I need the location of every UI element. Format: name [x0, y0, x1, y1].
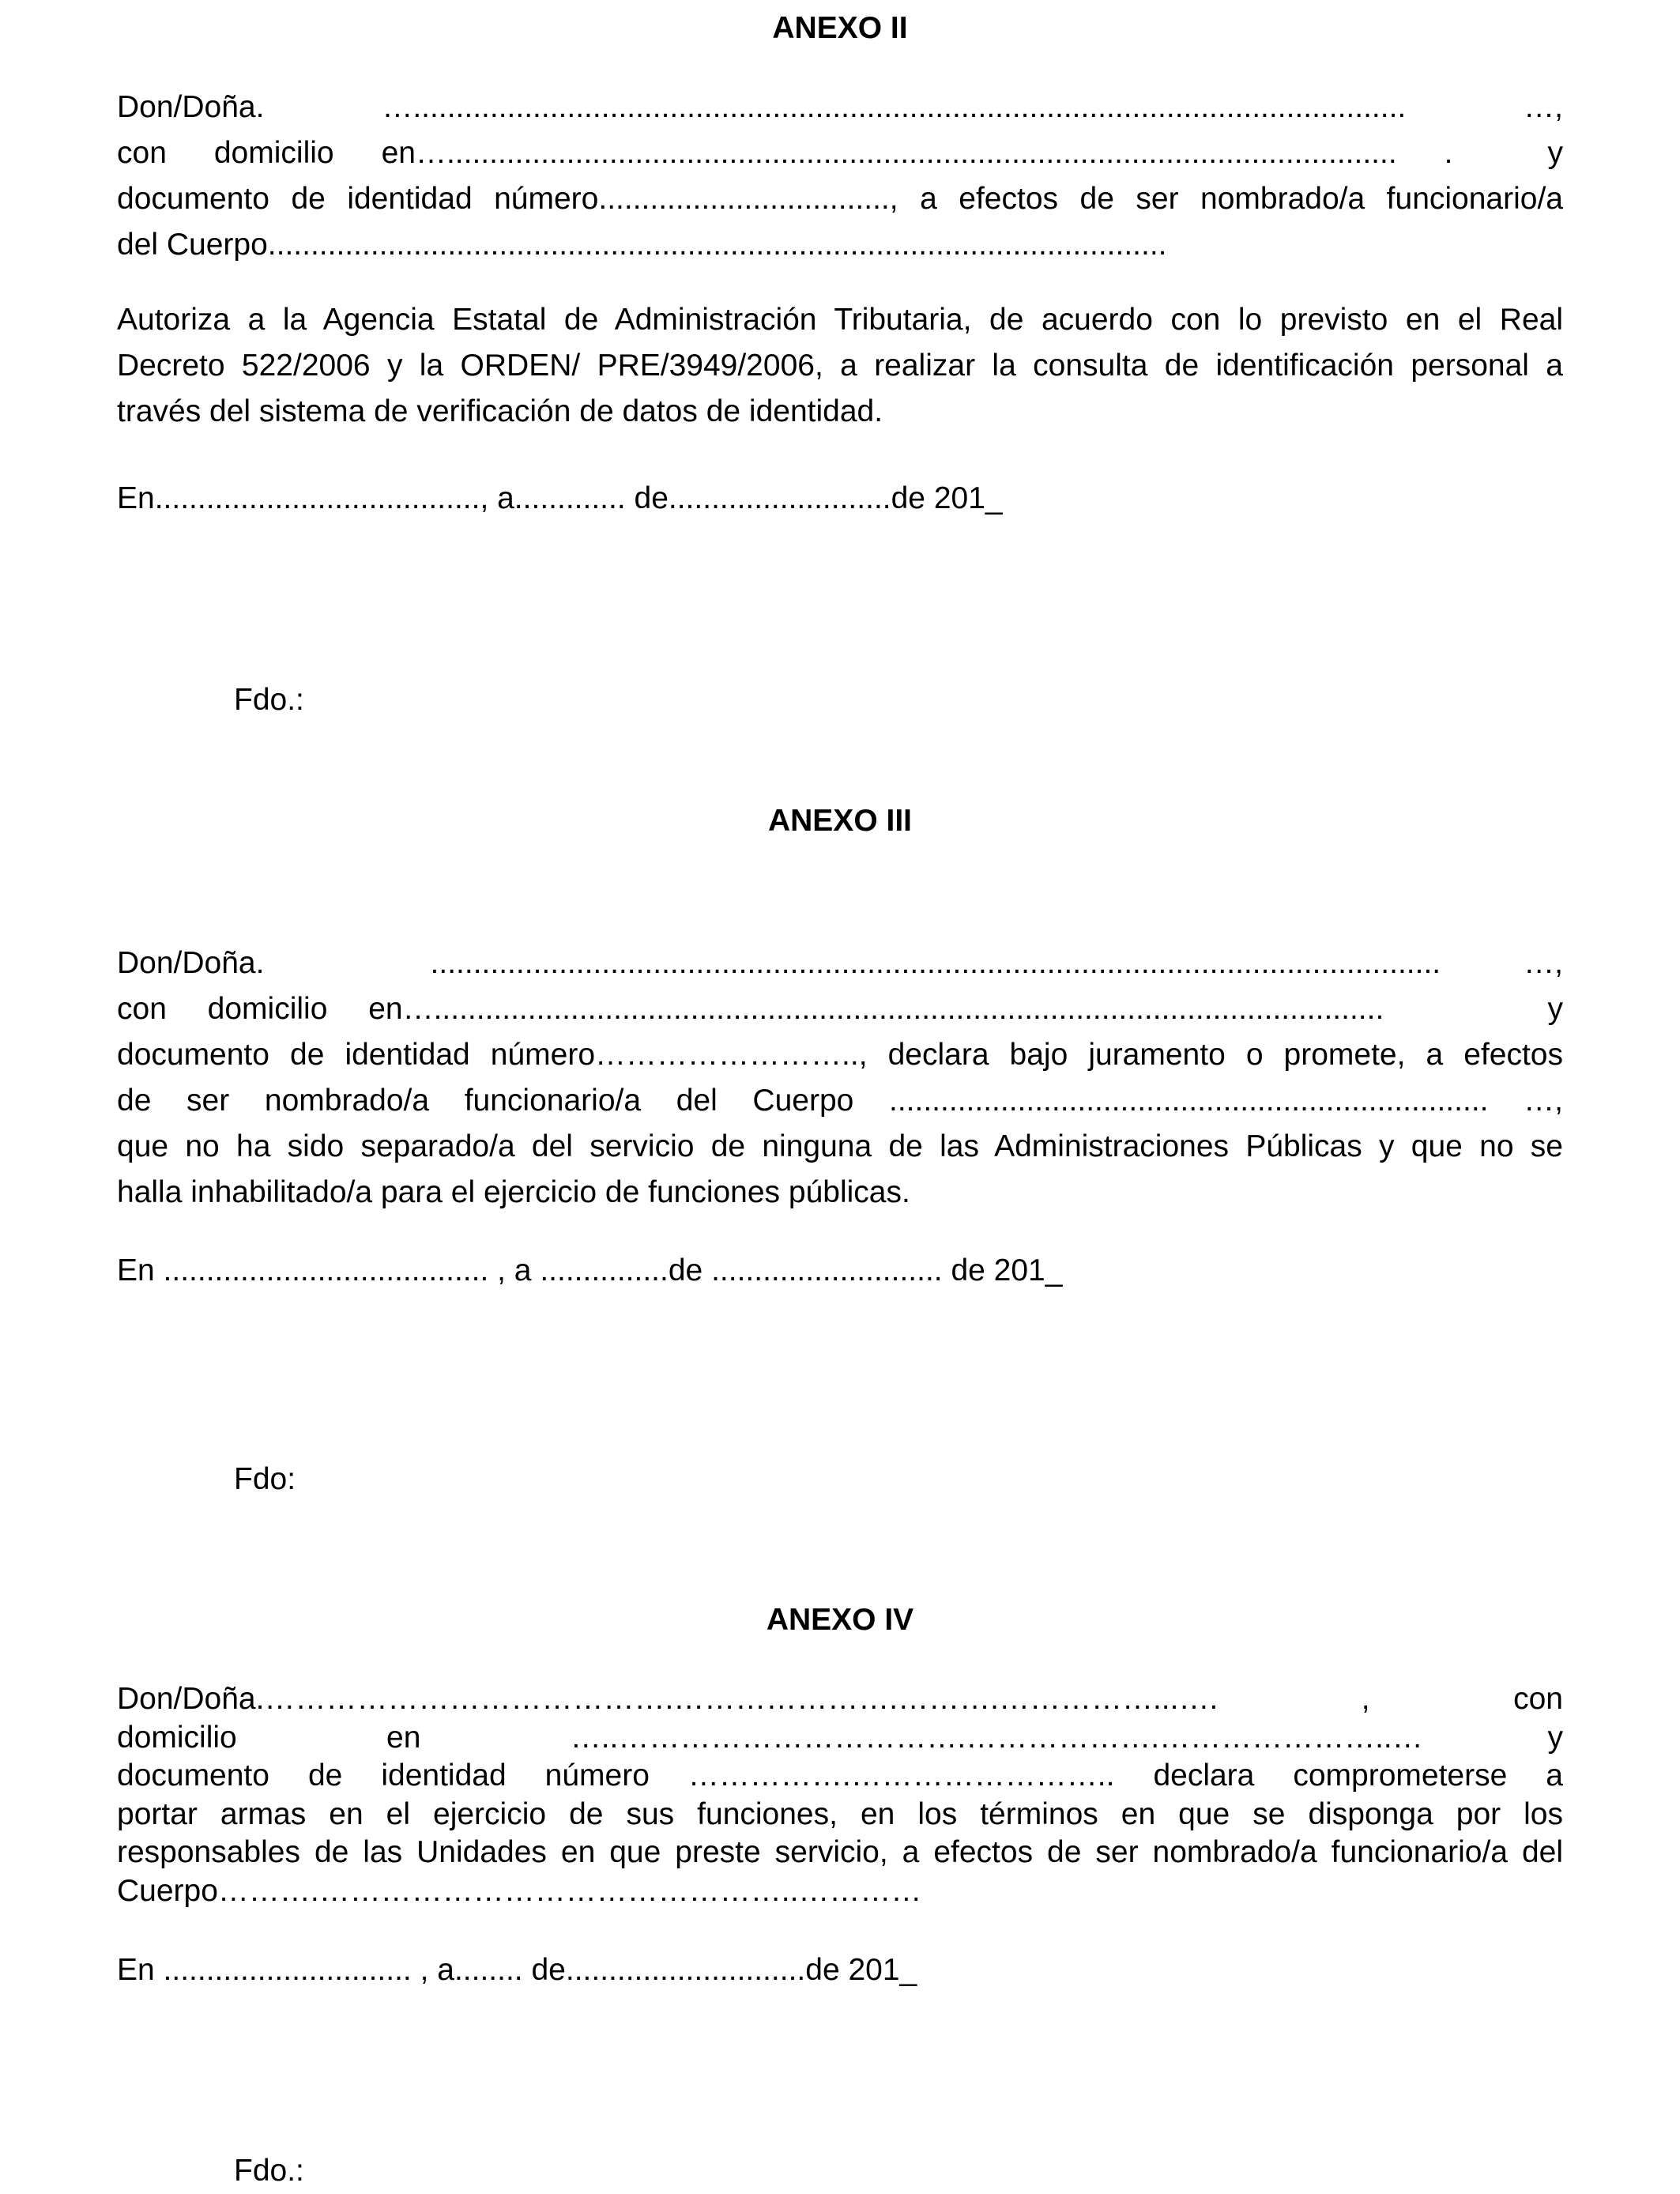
- anexo-ii-auth-line-2: Decreto 522/2006 y la ORDEN/ PRE/3949/2006, a realizar la consulta de identificación personal a: [117, 349, 1563, 383]
- anexo-iv-commitment: [117, 1680, 1563, 1910]
- anexo-ii-name-line: Don/Doña. ….................................................................................................................... …,: [117, 90, 1563, 124]
- anexo-ii-signature: Fdo.:: [234, 683, 304, 717]
- anexo-iv-arms-line: portar armas en el ejercicio de sus funciones, en los términos en que se disponga por los: [117, 1796, 1563, 1831]
- anexo-iv-id-line: documento de identidad número …………….…………………….. declara comprometerse a: [117, 1759, 1563, 1793]
- anexo-iv-signature: Fdo.:: [234, 2154, 304, 2188]
- anexo-iv-cuerpo-line: Cuerpo……….………………………………………..…………: [117, 1873, 922, 1908]
- anexo-iii-name-line: Don/Doña. ...................................................................................................................... …,: [117, 946, 1563, 980]
- anexo-iii-title: ANEXO III: [767, 804, 913, 838]
- anexo-iii-date-line: En ...................................... , a ...............de ........................... de 201_: [117, 1253, 1063, 1287]
- anexo-iii-signature: Fdo:: [234, 1462, 296, 1496]
- anexo-iii-separation-line: que no ha sido separado/a del servicio de ninguna de las Administraciones Públicas y que no se: [117, 1129, 1563, 1163]
- anexo-iii-id-line: documento de identidad número…………………….., declara bajo juramento o promete, a efectos: [117, 1038, 1563, 1072]
- anexo-ii-date-line: En......................................, a............. de..........................de 201_: [117, 481, 1003, 515]
- anexo-iii-inhabilitation-line: halla inhabilitado/a para el ejercicio de funciones públicas.: [117, 1175, 910, 1209]
- anexo-ii-auth-line-3: través del sistema de verificación de datos de identidad.: [117, 394, 883, 428]
- anexo-iii-address-line: con domicilio en…............................................................................................................... y: [117, 992, 1563, 1026]
- anexo-ii-personal-data: [117, 85, 1563, 268]
- anexo-iv-date-line: En ............................. , a........ de............................de 201_: [117, 1953, 917, 1987]
- anexo-iv-address-line: domicilio en …..…………………………….……………….…………………..… y: [117, 1720, 1563, 1755]
- anexo-iv-name-line: Don/Doña.………………………………….………………….……….……………...…. , con: [117, 1682, 1563, 1716]
- anexo-ii-authorization: [117, 297, 1563, 435]
- anexo-ii-address-line: con domicilio en…............................................................................................................... . y: [117, 136, 1563, 170]
- anexo-iv-units-line: responsables de las Unidades en que preste servicio, a efectos de ser nombrado/a funcionario/a del: [117, 1835, 1563, 1869]
- anexo-ii-cuerpo-line: del Cuerpo.........................................................................................................: [117, 228, 1167, 262]
- anexo-iv-title: ANEXO IV: [766, 1603, 914, 1637]
- anexo-ii-id-line: documento de identidad número.................................., a efectos de ser nombrado/a funcionario/a: [117, 182, 1563, 216]
- anexo-iii-declaration: [117, 941, 1563, 1216]
- anexo-iii-cuerpo-line: de ser nombrado/a funcionario/a del Cuerpo ...................................................................... …,: [117, 1084, 1563, 1118]
- anexo-ii-auth-line-1: Autoriza a la Agencia Estatal de Administración Tributaria, de acuerdo con lo previsto en el Real: [117, 303, 1563, 337]
- anexo-ii-title: ANEXO II: [772, 11, 908, 45]
